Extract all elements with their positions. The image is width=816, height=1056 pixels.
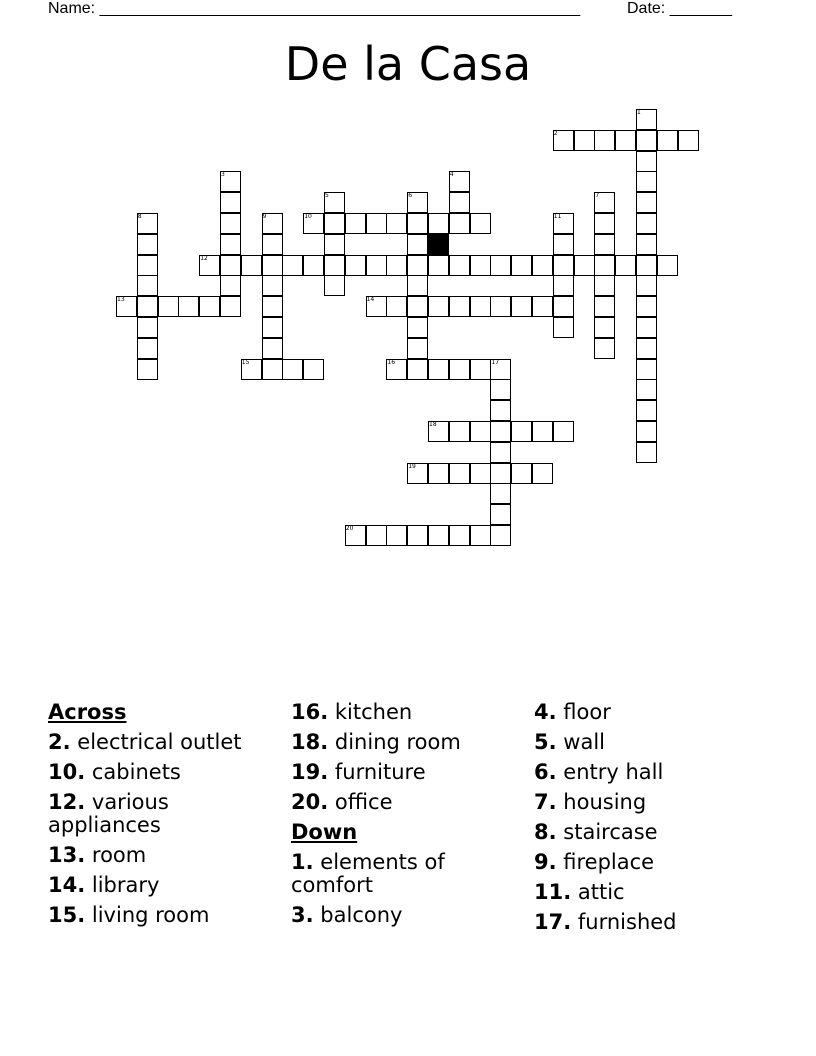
clue-number: 11. xyxy=(534,880,572,904)
grid-cell[interactable] xyxy=(636,421,657,442)
across-clue xyxy=(48,761,284,784)
grid-cell[interactable] xyxy=(490,400,511,421)
grid-cell[interactable] xyxy=(366,213,387,234)
grid-cell[interactable] xyxy=(636,234,657,255)
clue-number: 8. xyxy=(534,820,557,844)
grid-cell[interactable] xyxy=(553,275,574,296)
clue-column-1 xyxy=(48,701,284,934)
clue-number: 18. xyxy=(291,730,329,754)
clue-text: electrical outlet xyxy=(77,730,242,754)
grid-cell[interactable] xyxy=(407,359,428,380)
grid-cell[interactable] xyxy=(615,255,636,276)
clue-number-label: 15 xyxy=(241,358,250,366)
grid-cell[interactable] xyxy=(137,255,158,276)
grid-cell[interactable] xyxy=(199,296,220,317)
grid-cell[interactable] xyxy=(636,442,657,463)
clue-number: 13. xyxy=(48,843,86,867)
across-clue xyxy=(291,701,527,724)
grid-cell[interactable] xyxy=(636,192,657,213)
grid-cell[interactable] xyxy=(407,296,428,317)
across-clue xyxy=(48,791,284,837)
grid-cell[interactable] xyxy=(553,421,574,442)
clue-column-2 xyxy=(291,701,527,934)
grid-cell[interactable] xyxy=(470,525,491,546)
clue-number: 16. xyxy=(291,700,329,724)
grid-cell[interactable] xyxy=(636,213,657,234)
grid-cell[interactable] xyxy=(636,296,657,317)
clue-number: 7. xyxy=(534,790,557,814)
grid-cell[interactable] xyxy=(532,255,553,276)
grid-cell[interactable] xyxy=(470,359,491,380)
across-heading: Across xyxy=(48,700,127,724)
down-clue xyxy=(534,851,770,874)
grid-cell[interactable] xyxy=(449,525,470,546)
grid-cell[interactable] xyxy=(511,421,532,442)
clue-number: 5. xyxy=(534,730,557,754)
clue-text: wall xyxy=(563,730,605,754)
grid-cell[interactable] xyxy=(220,255,241,276)
page-title: De la Casa xyxy=(284,37,532,91)
grid-cell[interactable] xyxy=(636,338,657,359)
clue-number-label: 13 xyxy=(117,296,125,304)
grid-cell[interactable] xyxy=(594,296,615,317)
grid-cell[interactable] xyxy=(407,213,428,234)
clue-number-label: 9 xyxy=(262,213,267,220)
grid-cell[interactable] xyxy=(657,255,678,276)
grid-cell[interactable] xyxy=(490,504,511,525)
grid-cell[interactable] xyxy=(490,442,511,463)
clue-number-label: 17 xyxy=(491,358,500,366)
grid-cell[interactable] xyxy=(470,255,491,276)
grid-cell[interactable] xyxy=(449,463,470,484)
grid-cell[interactable] xyxy=(553,255,574,276)
grid-cell[interactable] xyxy=(449,296,470,317)
grid-cell[interactable] xyxy=(594,275,615,296)
clue-text: cabinets xyxy=(91,760,181,784)
clue-number-label: 8 xyxy=(137,213,142,220)
worksheet-header xyxy=(48,0,748,20)
grid-cell[interactable] xyxy=(470,213,491,234)
clue-text: room xyxy=(91,843,147,867)
down-clue xyxy=(534,881,770,904)
clue-number-label: 19 xyxy=(408,462,416,470)
grid-cell[interactable] xyxy=(137,317,158,338)
grid-cell[interactable] xyxy=(449,359,470,380)
grid-cell[interactable] xyxy=(428,296,449,317)
grid-cell[interactable] xyxy=(636,359,657,380)
grid-cell[interactable] xyxy=(262,317,283,338)
grid-cell[interactable] xyxy=(449,213,470,234)
grid-cell[interactable] xyxy=(407,255,428,276)
down-clue xyxy=(534,791,770,814)
down-clue xyxy=(534,701,770,724)
grid-cell[interactable] xyxy=(636,151,657,172)
clue-number-label: 16 xyxy=(387,358,396,366)
grid-cell[interactable] xyxy=(449,192,470,213)
crossword-grid xyxy=(116,109,706,549)
grid-cell[interactable] xyxy=(220,213,241,234)
clue-text: attic xyxy=(577,880,625,904)
grid-cell[interactable] xyxy=(366,255,387,276)
grid-cell[interactable] xyxy=(282,359,303,380)
clue-number-label: 10 xyxy=(304,213,312,220)
grid-cell[interactable] xyxy=(386,255,407,276)
grid-cell[interactable] xyxy=(490,525,511,546)
name-line: Name: ______________________________________________________ xyxy=(48,0,581,17)
grid-cell[interactable] xyxy=(636,275,657,296)
clue-number-label: 11 xyxy=(553,213,562,220)
clue-number: 9. xyxy=(534,850,557,874)
grid-cell[interactable] xyxy=(490,421,511,442)
clue-number: 19. xyxy=(291,760,329,784)
clue-text: entry hall xyxy=(563,760,664,784)
grid-cell[interactable] xyxy=(262,296,283,317)
across-clue xyxy=(291,731,527,754)
clue-text: dining room xyxy=(334,730,461,754)
down-clue xyxy=(291,904,527,927)
grid-cell[interactable] xyxy=(241,255,262,276)
clue-number: 3. xyxy=(291,903,314,927)
clue-number: 15. xyxy=(48,903,86,927)
grid-cell[interactable] xyxy=(594,317,615,338)
clue-text: various appliances xyxy=(48,790,169,837)
grid-cell[interactable] xyxy=(428,463,449,484)
grid-cell[interactable] xyxy=(470,296,491,317)
clue-number-label: 18 xyxy=(429,421,437,428)
clue-number-label: 20 xyxy=(345,525,354,532)
grid-cell[interactable] xyxy=(532,463,553,484)
grid-cell[interactable] xyxy=(636,317,657,338)
grid-cell[interactable] xyxy=(594,234,615,255)
clue-number: 10. xyxy=(48,760,86,784)
grid-cell[interactable] xyxy=(158,296,179,317)
grid-cell[interactable] xyxy=(324,275,345,296)
grid-cell[interactable] xyxy=(636,379,657,400)
grid-cell[interactable] xyxy=(490,463,511,484)
grid-cell[interactable] xyxy=(407,338,428,359)
clue-text: floor xyxy=(563,700,611,724)
grid-cell[interactable] xyxy=(366,525,387,546)
grid-cell[interactable] xyxy=(220,192,241,213)
grid-cell[interactable] xyxy=(386,525,407,546)
grid-cell[interactable] xyxy=(137,296,158,317)
clue-text: housing xyxy=(563,790,647,814)
grid-cell[interactable] xyxy=(594,338,615,359)
clue-column-3 xyxy=(534,701,770,941)
grid-cell[interactable] xyxy=(220,296,241,317)
clue-number-label: 12 xyxy=(200,254,208,262)
grid-cell[interactable] xyxy=(449,421,470,442)
down-heading: Down xyxy=(291,820,358,844)
clue-text: furniture xyxy=(334,760,426,784)
grid-cell[interactable] xyxy=(262,234,283,255)
grid-cell[interactable] xyxy=(574,255,595,276)
grid-cell[interactable] xyxy=(428,255,449,276)
grid-cell[interactable] xyxy=(386,296,407,317)
grid-cell[interactable] xyxy=(303,255,324,276)
across-clue xyxy=(48,844,284,867)
clue-text: staircase xyxy=(563,820,658,844)
grid-cell[interactable] xyxy=(324,213,345,234)
down-clue xyxy=(534,821,770,844)
grid-cell[interactable] xyxy=(178,296,199,317)
clue-number: 12. xyxy=(48,790,86,814)
across-clue xyxy=(291,791,527,814)
grid-cell[interactable] xyxy=(574,130,595,151)
grid-cell[interactable] xyxy=(594,130,615,151)
grid-cell[interactable] xyxy=(407,275,428,296)
grid-cell[interactable] xyxy=(428,525,449,546)
grid-cell[interactable] xyxy=(553,317,574,338)
grid-cell[interactable] xyxy=(594,213,615,234)
grid-cell[interactable] xyxy=(490,483,511,504)
across-clue xyxy=(291,761,527,784)
grid-cell[interactable] xyxy=(511,255,532,276)
across-clue xyxy=(48,874,284,897)
clue-text: fireplace xyxy=(563,850,655,874)
clue-number: 14. xyxy=(48,873,86,897)
grid-cell[interactable] xyxy=(490,255,511,276)
grid-cell[interactable] xyxy=(532,421,553,442)
grid-cell[interactable] xyxy=(511,463,532,484)
grid-cell[interactable] xyxy=(636,400,657,421)
clue-number: 1. xyxy=(291,850,314,874)
clue-number-label: 2 xyxy=(553,129,558,137)
grid-cell[interactable] xyxy=(262,338,283,359)
grid-cell[interactable] xyxy=(657,130,678,151)
grid-cell[interactable] xyxy=(345,213,366,234)
grid-cell[interactable] xyxy=(532,296,553,317)
grid-cell[interactable] xyxy=(470,463,491,484)
date-line: Date: _______ xyxy=(627,0,732,17)
clue-number-label: 7 xyxy=(595,192,600,200)
down-clue xyxy=(534,731,770,754)
clue-number: 6. xyxy=(534,760,557,784)
clue-number: 2. xyxy=(48,730,71,754)
clue-number: 20. xyxy=(291,790,329,814)
clue-number-label: 4 xyxy=(449,171,454,179)
clue-text: office xyxy=(334,790,393,814)
clue-text: kitchen xyxy=(334,700,413,724)
clue-number-label: 14 xyxy=(366,296,375,304)
grid-cell[interactable] xyxy=(449,255,470,276)
clue-number: 17. xyxy=(534,910,572,934)
grid-cell[interactable] xyxy=(137,234,158,255)
grid-cell[interactable] xyxy=(262,275,283,296)
grid-cell[interactable] xyxy=(490,379,511,400)
clue-number: 4. xyxy=(534,700,557,724)
clue-text: living room xyxy=(91,903,210,927)
grid-cell[interactable] xyxy=(282,255,303,276)
grid-cell[interactable] xyxy=(220,234,241,255)
grid-cell[interactable] xyxy=(262,255,283,276)
across-clue xyxy=(48,904,284,927)
grid-cell[interactable] xyxy=(678,130,699,151)
across-clue xyxy=(48,731,284,754)
clue-text: furnished xyxy=(577,910,677,934)
grid-cell[interactable] xyxy=(470,421,491,442)
black-square xyxy=(428,234,449,255)
clue-number-label: 5 xyxy=(325,192,329,200)
grid-cell[interactable] xyxy=(636,255,657,276)
grid-cell[interactable] xyxy=(490,296,511,317)
grid-cell[interactable] xyxy=(137,359,158,380)
clue-text: elements of comfort xyxy=(291,850,445,897)
grid-cell[interactable] xyxy=(324,255,345,276)
grid-cell[interactable] xyxy=(428,213,449,234)
grid-cell[interactable] xyxy=(220,275,241,296)
grid-cell[interactable] xyxy=(137,338,158,359)
down-clue xyxy=(291,851,527,897)
grid-cell[interactable] xyxy=(615,130,636,151)
clue-number-label: 3 xyxy=(221,171,225,179)
grid-cell[interactable] xyxy=(553,296,574,317)
down-clue xyxy=(534,761,770,784)
clue-number-label: 1 xyxy=(637,109,641,116)
grid-cell[interactable] xyxy=(594,255,615,276)
grid-cell[interactable] xyxy=(407,525,428,546)
clue-text: library xyxy=(91,873,160,897)
grid-cell[interactable] xyxy=(137,275,158,296)
grid-cell[interactable] xyxy=(345,255,366,276)
grid-cell[interactable] xyxy=(407,317,428,338)
grid-cell[interactable] xyxy=(303,359,324,380)
grid-cell[interactable] xyxy=(324,234,345,255)
clue-text: balcony xyxy=(320,903,403,927)
grid-cell[interactable] xyxy=(511,296,532,317)
clue-number-label: 6 xyxy=(408,192,413,200)
grid-cell[interactable] xyxy=(636,130,657,151)
grid-cell[interactable] xyxy=(428,359,449,380)
grid-cell[interactable] xyxy=(407,234,428,255)
down-clue xyxy=(534,911,770,934)
grid-cell[interactable] xyxy=(386,213,407,234)
grid-cell[interactable] xyxy=(636,171,657,192)
grid-cell[interactable] xyxy=(553,234,574,255)
grid-cell[interactable] xyxy=(262,359,283,380)
